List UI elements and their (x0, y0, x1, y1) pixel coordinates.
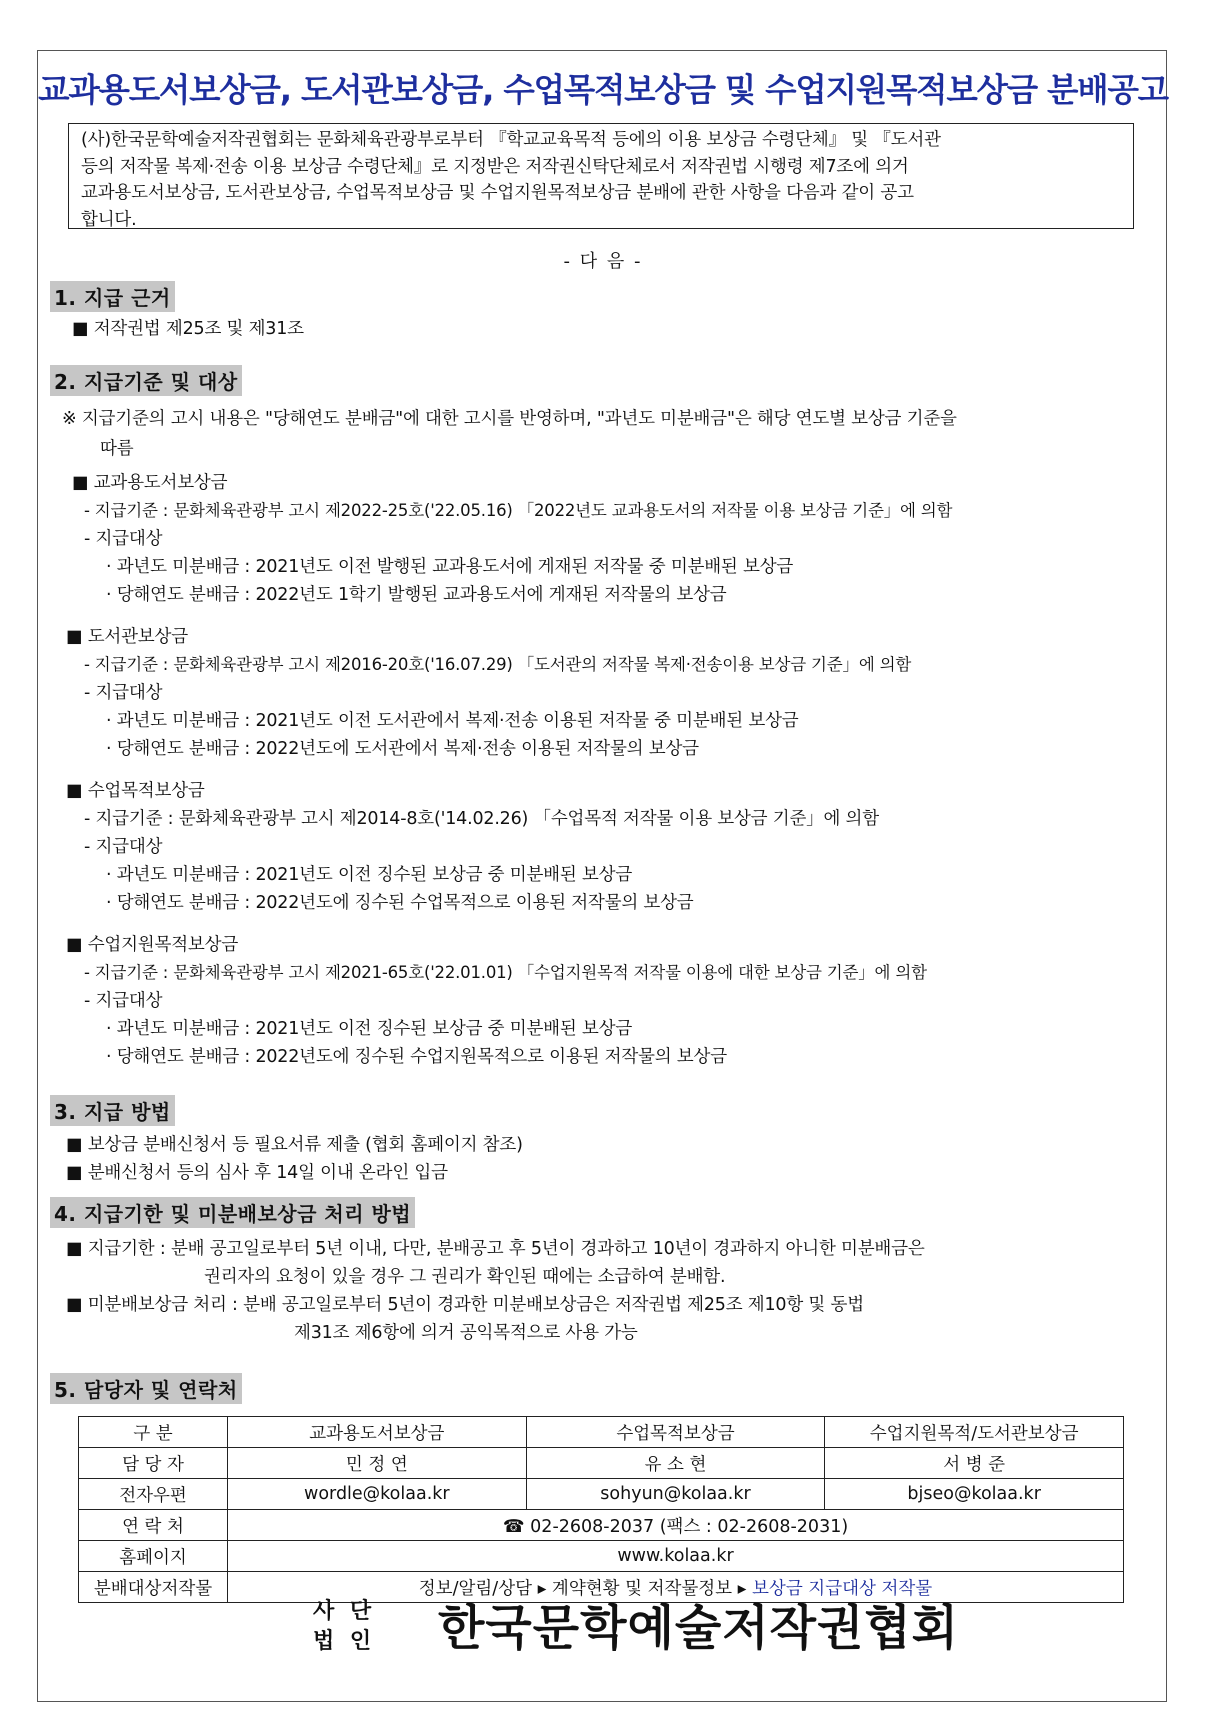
intro-line: (사)한국문학예술저작권협회는 문화체육관광부로부터 『학교교육목적 등에의 이용 보상금 수령단체』 및 『도서관 (81, 130, 941, 150)
deadline-line-cont: 권리자의 요청이 있을 경우 그 권리가 확인된 때에는 소급하여 분배함. (204, 1267, 726, 1287)
intro-line: 합니다. (81, 209, 137, 230)
undistributed-line: ■ 미분배보상금 처리 : 분배 공고일로부터 5년이 경과한 미분배보상금은 저작권법 제25조 제10항 및 동법 (66, 1295, 864, 1315)
table-row (79, 1448, 1124, 1479)
section-heading-1: 1. 지급 근거 (50, 281, 175, 312)
group-support-criteria: - 지급기준 : 문화체육관광부 고시 제2021-65호('22.01.01) 「수업지원목적 저작물 이용에 대한 보상금 기준」에 의함 (84, 963, 927, 982)
group-support-past: · 과년도 미분배금 : 2021년도 이전 징수된 보상금 중 미분배된 보상금 (106, 1019, 633, 1039)
table-header-cell: 수업목적보상금 (526, 1417, 825, 1448)
group-support-current: · 당해연도 분배금 : 2022년도에 징수된 수업지원목적으로 이용된 저작물의 보상금 (106, 1047, 727, 1067)
table-header-row (79, 1417, 1124, 1448)
group-class-target: - 지급대상 (84, 837, 163, 857)
da-eum-label: - 다 음 - (563, 251, 643, 272)
table-row (79, 1510, 1124, 1541)
group-textbook-target: - 지급대상 (84, 529, 163, 549)
section-2-note: ※ 지급기준의 고시 내용은 "당해연도 분배금"에 대한 고시를 반영하며, "과년도 미분배금"은 해당 연도별 보상금 기준을 (62, 409, 957, 429)
group-textbook-current: · 당해연도 분배금 : 2022년도 1학기 발행된 교과용도서에 게재된 저작물의 보상금 (106, 585, 727, 605)
works-path: 정보/알림/상담 ▸ 계약현황 및 저작물정보 ▸ (418, 1578, 747, 1599)
email-link[interactable]: wordle@kolaa.kr (228, 1479, 527, 1510)
manager-name: 서 병 준 (825, 1448, 1124, 1479)
notice-page (37, 50, 1167, 1702)
section-1-item: ■ 저작권법 제25조 및 제31조 (72, 319, 304, 339)
group-support-target: - 지급대상 (84, 991, 163, 1011)
manager-name: 민 정 연 (228, 1448, 527, 1479)
row-label-email: 전자우편 (79, 1479, 228, 1510)
homepage-link[interactable]: www.kolaa.kr (228, 1541, 1124, 1572)
intro-box (68, 123, 1134, 229)
org-name: 한국문학예술저작권협회 (438, 1600, 960, 1656)
group-textbook-past: · 과년도 미분배금 : 2021년도 이전 발행된 교과용도서에 게재된 저작물 중 미분배된 보상금 (106, 557, 794, 577)
row-label-homepage: 홈페이지 (79, 1541, 228, 1572)
section-2-note-cont: 따름 (100, 439, 134, 459)
row-label-contact: 연 락 처 (79, 1510, 228, 1541)
group-support-title: ■ 수업지원목적보상금 (66, 935, 239, 955)
group-library-criteria: - 지급기준 : 문화체육관광부 고시 제2016-20호('16.07.29) 「도서관의 저작물 복제·전송이용 보상금 기준」에 의함 (84, 655, 912, 674)
section-heading-2: 2. 지급기준 및 대상 (50, 365, 242, 396)
section-heading-5: 5. 담당자 및 연락처 (50, 1373, 242, 1404)
notice-title: 교과용도서보상금, 도서관보상금, 수업목적보상금 및 수업지원목적보상금 분배공고 (38, 71, 1168, 109)
group-class-title: ■ 수업목적보상금 (66, 781, 205, 801)
section-heading-3: 3. 지급 방법 (50, 1095, 175, 1126)
group-library-target: - 지급대상 (84, 683, 163, 703)
org-prefix-line: 법 인 (313, 1629, 376, 1654)
row-label-works: 분배대상저작물 (79, 1572, 228, 1603)
undistributed-line-cont: 제31조 제6항에 의거 공익목적으로 사용 가능 (294, 1323, 638, 1343)
group-library-current: · 당해연도 분배금 : 2022년도에 도서관에서 복제·전송 이용된 저작물의 보상금 (106, 739, 699, 759)
group-textbook-criteria: - 지급기준 : 문화체육관광부 고시 제2022-25호('22.05.16) 「2022년도 교과용도서의 저작물 이용 보상금 기준」에 의함 (84, 501, 953, 520)
table-header-cell: 구 분 (79, 1417, 228, 1448)
deadline-line: ■ 지급기한 : 분배 공고일로부터 5년 이내, 다만, 분배공고 후 5년이 경과하고 10년이 경과하지 아니한 미분배금은 (66, 1239, 925, 1259)
table-row (79, 1479, 1124, 1510)
intro-line: 등의 저작물 복제·전송 이용 보상금 수령단체』로 지정받은 저작권신탁단체로서 저작권법 시행령 제7조에 의거 (81, 156, 909, 177)
contact-table (78, 1416, 1124, 1603)
email-link[interactable]: sohyun@kolaa.kr (526, 1479, 825, 1510)
works-link[interactable]: 보상금 지급대상 저작물 (752, 1578, 933, 1599)
group-library-past: · 과년도 미분배금 : 2021년도 이전 도서관에서 복제·전송 이용된 저작물 중 미분배된 보상금 (106, 711, 799, 731)
group-class-current: · 당해연도 분배금 : 2022년도에 징수된 수업목적으로 이용된 저작물의 보상금 (106, 893, 694, 913)
row-label-manager: 담 당 자 (79, 1448, 228, 1479)
section-3-item: ■ 분배신청서 등의 심사 후 14일 이내 온라인 입금 (66, 1163, 448, 1183)
manager-name: 유 소 현 (526, 1448, 825, 1479)
intro-line: 교과용도서보상금, 도서관보상금, 수업목적보상금 및 수업지원목적보상금 분배에 관한 사항을 다음과 같이 공고 (81, 183, 914, 203)
section-heading-4: 4. 지급기한 및 미분배보상금 처리 방법 (50, 1197, 415, 1228)
contact-phone: ☎ 02-2608-2037 (팩스 : 02-2608-2031) (228, 1510, 1124, 1541)
group-class-criteria: - 지급기준 : 문화체육관광부 고시 제2014-8호('14.02.26) 「수업목적 저작물 이용 보상금 기준」에 의함 (84, 809, 879, 829)
table-header-cell: 교과용도서보상금 (228, 1417, 527, 1448)
table-header-cell: 수업지원목적/도서관보상금 (825, 1417, 1124, 1448)
section-3-item: ■ 보상금 분배신청서 등 필요서류 제출 (협회 홈페이지 참조) (66, 1135, 523, 1155)
group-library-title: ■ 도서관보상금 (66, 627, 188, 647)
table-row (79, 1541, 1124, 1572)
org-prefix (313, 1597, 375, 1657)
email-link[interactable]: bjseo@kolaa.kr (825, 1479, 1124, 1510)
group-textbook-title: ■ 교과용도서보상금 (72, 473, 228, 493)
org-prefix-line: 사 단 (313, 1599, 376, 1624)
group-class-past: · 과년도 미분배금 : 2021년도 이전 징수된 보상금 중 미분배된 보상금 (106, 865, 633, 885)
